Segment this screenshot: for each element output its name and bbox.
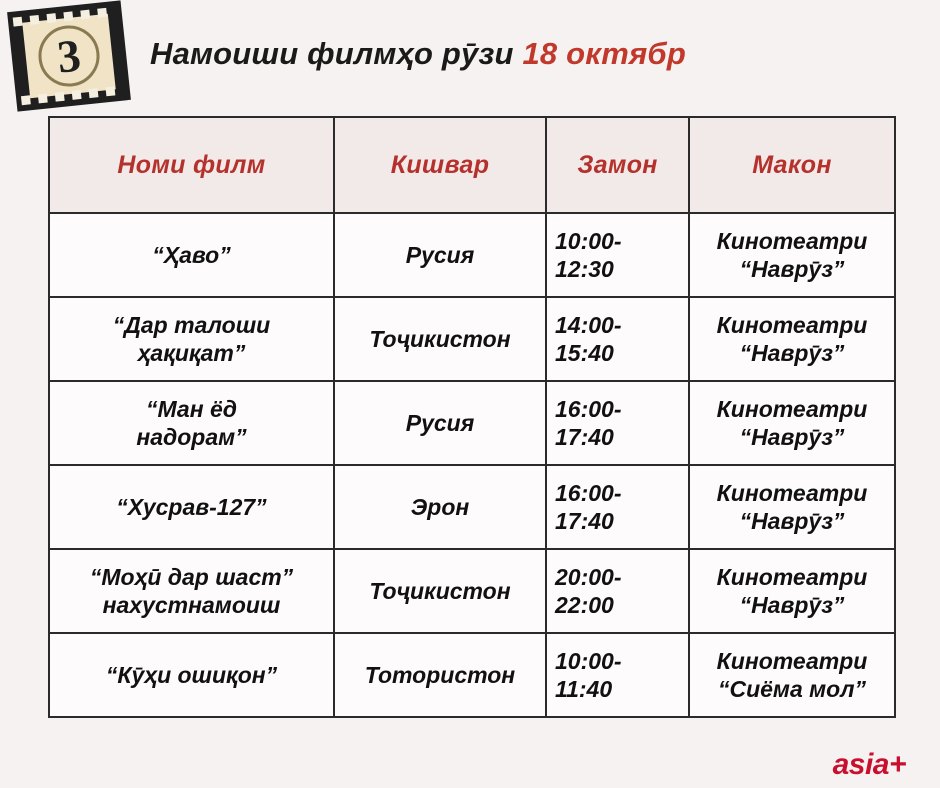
place-line-1: Кинотеатри — [716, 227, 868, 254]
place-line-2: “Наврӯз” — [739, 256, 845, 282]
cell-time — [546, 465, 689, 549]
cell-place — [689, 633, 895, 717]
cell-time — [546, 297, 689, 381]
time-line-2: 11:40 — [555, 676, 613, 702]
place-line-2: “Наврӯз” — [739, 340, 845, 366]
table-row — [49, 297, 895, 381]
cell-film-name — [49, 213, 334, 297]
place-line-1: Кинотеатри — [716, 395, 868, 422]
time-line-1: 10:00- — [555, 227, 622, 254]
cell-film-name — [49, 549, 334, 633]
place-line-1: Кинотеатри — [716, 647, 868, 674]
cell-country: Русия — [334, 213, 546, 297]
film-name-line-1: “Дар талоши — [112, 311, 271, 338]
time-line-2: 17:40 — [555, 508, 614, 534]
page-title-date: 18 октябр — [522, 36, 686, 71]
page-title-prefix: Намоиши филмҳо рӯзи — [150, 36, 523, 71]
cell-place — [689, 465, 895, 549]
table-row — [49, 633, 895, 717]
time-line-2: 12:30 — [555, 256, 614, 282]
time-line-1: 10:00- — [555, 647, 622, 674]
time-line-2: 15:40 — [555, 340, 614, 366]
film-name-line-1: “Ман ёд — [145, 395, 238, 422]
film-name-line-1: “Моҳӣ дар шаст” — [89, 563, 294, 590]
cell-place — [689, 549, 895, 633]
film-strip-logo — [5, 0, 133, 114]
place-line-2: “Наврӯз” — [739, 424, 845, 450]
film-name-line-1: “Ҳаво” — [152, 241, 231, 268]
cell-film-name — [49, 381, 334, 465]
cell-place — [689, 213, 895, 297]
time-line-1: 14:00- — [555, 311, 622, 338]
svg-text:3: 3 — [54, 29, 84, 83]
column-header-place: Макон — [689, 117, 895, 213]
table-row — [49, 381, 895, 465]
cell-film-name — [49, 633, 334, 717]
column-header-country: Кишвар — [334, 117, 546, 213]
film-name-line-2: надорам” — [136, 424, 247, 450]
cell-country: Эрон — [334, 465, 546, 549]
cell-country: Тоҷикистон — [334, 549, 546, 633]
table-row — [49, 213, 895, 297]
film-name-line-1: “Кӯҳи ошиқон” — [105, 661, 278, 688]
time-line-1: 20:00- — [555, 563, 622, 590]
cell-time — [546, 213, 689, 297]
place-line-2: “Наврӯз” — [739, 508, 845, 534]
cell-time — [546, 381, 689, 465]
page-header — [0, 0, 940, 112]
schedule-table — [48, 116, 896, 718]
column-header-time: Замон — [546, 117, 689, 213]
place-line-1: Кинотеатри — [716, 311, 868, 338]
table-row — [49, 549, 895, 633]
cell-country: Русия — [334, 381, 546, 465]
cell-time — [546, 549, 689, 633]
cell-time — [546, 633, 689, 717]
table-body — [49, 213, 895, 717]
column-header-film-name: Номи филм — [49, 117, 334, 213]
asia-plus-logo: asia+ — [832, 748, 906, 781]
table-header — [49, 117, 895, 213]
cell-place — [689, 297, 895, 381]
time-line-2: 22:00 — [555, 592, 614, 618]
cell-place — [689, 381, 895, 465]
film-name-line-1: “Хусрав-127” — [116, 493, 267, 520]
time-line-1: 16:00- — [555, 479, 622, 506]
time-line-1: 16:00- — [555, 395, 622, 422]
cell-country: Тотористон — [334, 633, 546, 717]
film-name-line-2: нахустнамоиш — [102, 592, 281, 618]
place-line-1: Кинотеатри — [716, 563, 868, 590]
table-header-row — [49, 117, 895, 213]
time-line-2: 17:40 — [555, 424, 614, 450]
schedule-table-wrapper — [48, 116, 894, 718]
film-name-line-2: ҳақиқат” — [137, 340, 246, 366]
cell-country: Тоҷикистон — [334, 297, 546, 381]
page-title — [150, 36, 920, 72]
place-line-2: “Сиёма мол” — [717, 676, 867, 702]
table-row — [49, 465, 895, 549]
cell-film-name — [49, 297, 334, 381]
cell-film-name — [49, 465, 334, 549]
place-line-1: Кинотеатри — [716, 479, 868, 506]
place-line-2: “Наврӯз” — [739, 592, 845, 618]
